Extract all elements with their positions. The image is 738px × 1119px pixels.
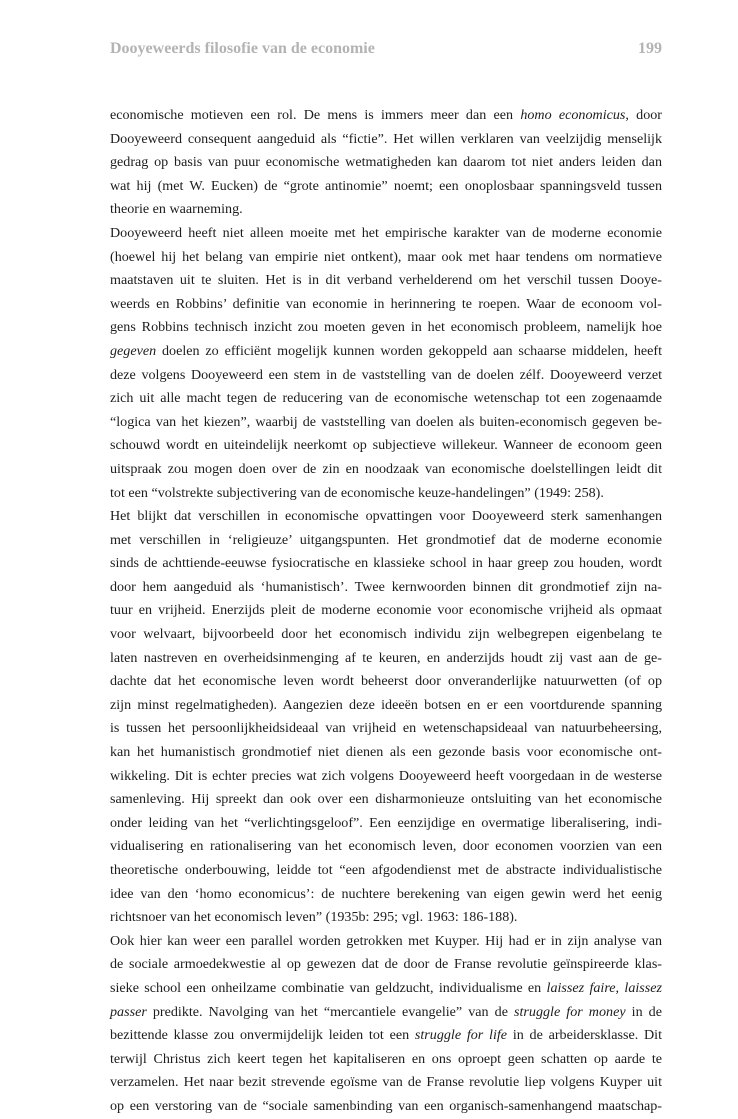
text-line: is tussen het persoonlijkheidsideaal van vrijheid en wetenschapsideaal van natuurbeheersing, — [110, 720, 662, 737]
text-line: dachte dat het economische leven wordt beheerst door onveranderlijke natuurwetten (of op — [110, 673, 662, 690]
text-line: sinds de achttiende-eeuwse fysiocratische en klassieke school in haar greep zou houden, wordt — [110, 555, 662, 572]
text-line: maatstaven uit te sluiten. Het is in dit verband verhelderend om het verschil tussen Dooye- — [110, 272, 662, 289]
paragraph — [110, 104, 662, 222]
text-line: met verschillen in ‘religieuze’ uitgangspunten. Het grondmotief dat de moderne economie — [110, 531, 662, 548]
italic-term: gegeven — [110, 342, 157, 359]
text-line: idee van den ‘homo economicus’: de nuchtere berekening van eigen gewin werd het eenig — [110, 885, 662, 902]
italic-term: passer — [110, 1003, 147, 1020]
italic-term: struggle for life — [414, 1027, 508, 1044]
paragraph — [110, 930, 662, 1119]
italic-term: homo economicus — [520, 107, 626, 123]
text-line: Dooyeweerd consequent aangeduid als “fictie”. Het willen verklaren van veelzijdig menselijk — [110, 130, 662, 147]
text-line: wat hij (met W. Eucken) de “grote antinomie” noemt; een onoplosbaar spanningsveld tussen — [110, 177, 662, 194]
text-line: theoretische onderbouwing, leidde tot “een afgodendienst met de abstracte individualistische — [110, 862, 662, 878]
running-head-title: Dooyeweerds filosofie van de economie — [110, 40, 375, 57]
text-line: deze volgens Dooyeweerd een stem in de vaststelling van de doelen zélf. Dooyeweerd verzet — [110, 366, 662, 383]
text-line: tuur en vrijheid. Enerzijds pleit de moderne economie voor economische vrijheid als opmaat — [110, 602, 662, 619]
text-line: economische motieven een rol. De mens is immers meer dan een homo economicus, door — [110, 107, 663, 123]
italic-term: laissez faire, laissez — [546, 979, 662, 996]
text-line: verzamelen. Het naar bezit strevende egoïsme van de Franse revolutie liep volgens Kuyper uit — [110, 1074, 662, 1091]
text-line: Ook hier kan weer een parallel worden getrokken met Kuyper. Hij had er in zijn analyse van — [110, 932, 662, 949]
text-line: schouwd wordt en uiteindelijk neerkomt op subjectieve willekeur. Wanneer de econoom geen — [110, 437, 662, 454]
text-line: voor welvaart, bijvoorbeeld door het economisch individu zijn welbegrepen eigenbelang te — [110, 626, 662, 643]
text-line: richtsnoer van het economisch leven” (1935b: 295; vgl. 1963: 186-188). — [110, 909, 518, 926]
text-line: onder leiding van het “verlichtingsgeloof”. Een eenzijdige en overmatige liberalisering, indi- — [110, 814, 662, 831]
text-line: Dooyeweerd heeft niet alleen moeite met het empirische karakter van de moderne economie — [110, 224, 662, 241]
text-line: tot een “volstrekte subjectivering van de economische keuze-handelingen” (1949: 258). — [110, 484, 604, 501]
body-text — [110, 104, 662, 1119]
paragraph — [110, 222, 662, 505]
text-line: zijn minst regelmatigheden). Aangezien deze ideeën botsen en er een voortdurende spanning — [110, 696, 662, 713]
text-line: laten nastreven en overheidsinmenging af te keuren, en anderzijds houdt zij vast aan de ge- — [110, 649, 662, 666]
text-line: sieke school een onheilzame combinatie van geldzucht, individualisme en laissez faire, laissez — [110, 979, 662, 996]
text-line: kan het humanistisch grondmotief niet dienen als een gezonde basis voor economische ont- — [110, 744, 662, 761]
text-line: vidualisering en rationalisering van het economisch leven, door economen voorzien van een — [110, 838, 662, 855]
text-line: op een verstoring van de “sociale samenbinding van een organisch-samenhangend maatschap- — [110, 1097, 662, 1114]
text-line: passer predikte. Navolging van het “mercantiele evangelie” van de struggle for money in de — [110, 1003, 662, 1020]
page-number: 199 — [638, 40, 662, 57]
text-line: door hem aangeduid als ‘humanistisch’. Twee kernwoorden binnen dit grondmotief zijn na- — [110, 578, 662, 595]
text-line: Het blijkt dat verschillen in economische opvattingen voor Dooyeweerd sterk samenhangen — [110, 508, 662, 525]
text-line: de sociale armoedekwestie al op gewezen dat de door de Franse revolutie geïnspireerde klas- — [110, 956, 662, 973]
text-line: zich uit alle macht tegen de reducering van de economische wetenschap tot een zogenaamde — [110, 390, 662, 407]
text-line: bezittende klasse zou onvermijdelijk leiden tot een struggle for life in de arbeidersklasse. Dit — [110, 1027, 662, 1044]
running-head — [110, 40, 662, 64]
text-line: samenleving. Hij spreekt dan ook over een disharmonieuze ontsluiting van het economische — [110, 791, 662, 808]
text-line: “logica van het kiezen”, waarbij de vaststelling van doelen als buiten-economisch gegeven be- — [110, 413, 662, 430]
text-line: uitspraak zou mogen doen over de zin en noodzaak van economische doelstellingen leidt dit — [110, 460, 662, 477]
italic-term: struggle for money — [514, 1003, 626, 1020]
text-line: gedrag op basis van puur economische wetmatigheden kan daarom tot niet anders leiden dan — [110, 154, 662, 171]
text-line: gens Robbins technisch inzicht zou moeten geven in het economisch probleem, namelijk hoe — [110, 319, 662, 336]
text-line: gegeven doelen zo efficiënt mogelijk kunnen worden gekoppeld aan schaarse middelen, heeft — [110, 342, 662, 359]
text-line: wikkeling. Dit is echter precies wat zich volgens Dooyeweerd heeft voorgedaan in de westerse — [110, 767, 662, 784]
text-line: (hoewel hij het belang van empirie niet ontkent), maar ook met haar tendens om normatieve — [110, 248, 662, 265]
text-line: theorie en waarneming. — [110, 201, 243, 218]
text-line: terwijl Christus zich keert tegen het kapitaliseren en ons oproept geen schatten op aarde te — [110, 1050, 662, 1067]
paragraph — [110, 505, 662, 930]
text-line: weerds en Robbins’ definitie van economie in herinnering te roepen. Waar de econoom vol- — [110, 295, 662, 312]
